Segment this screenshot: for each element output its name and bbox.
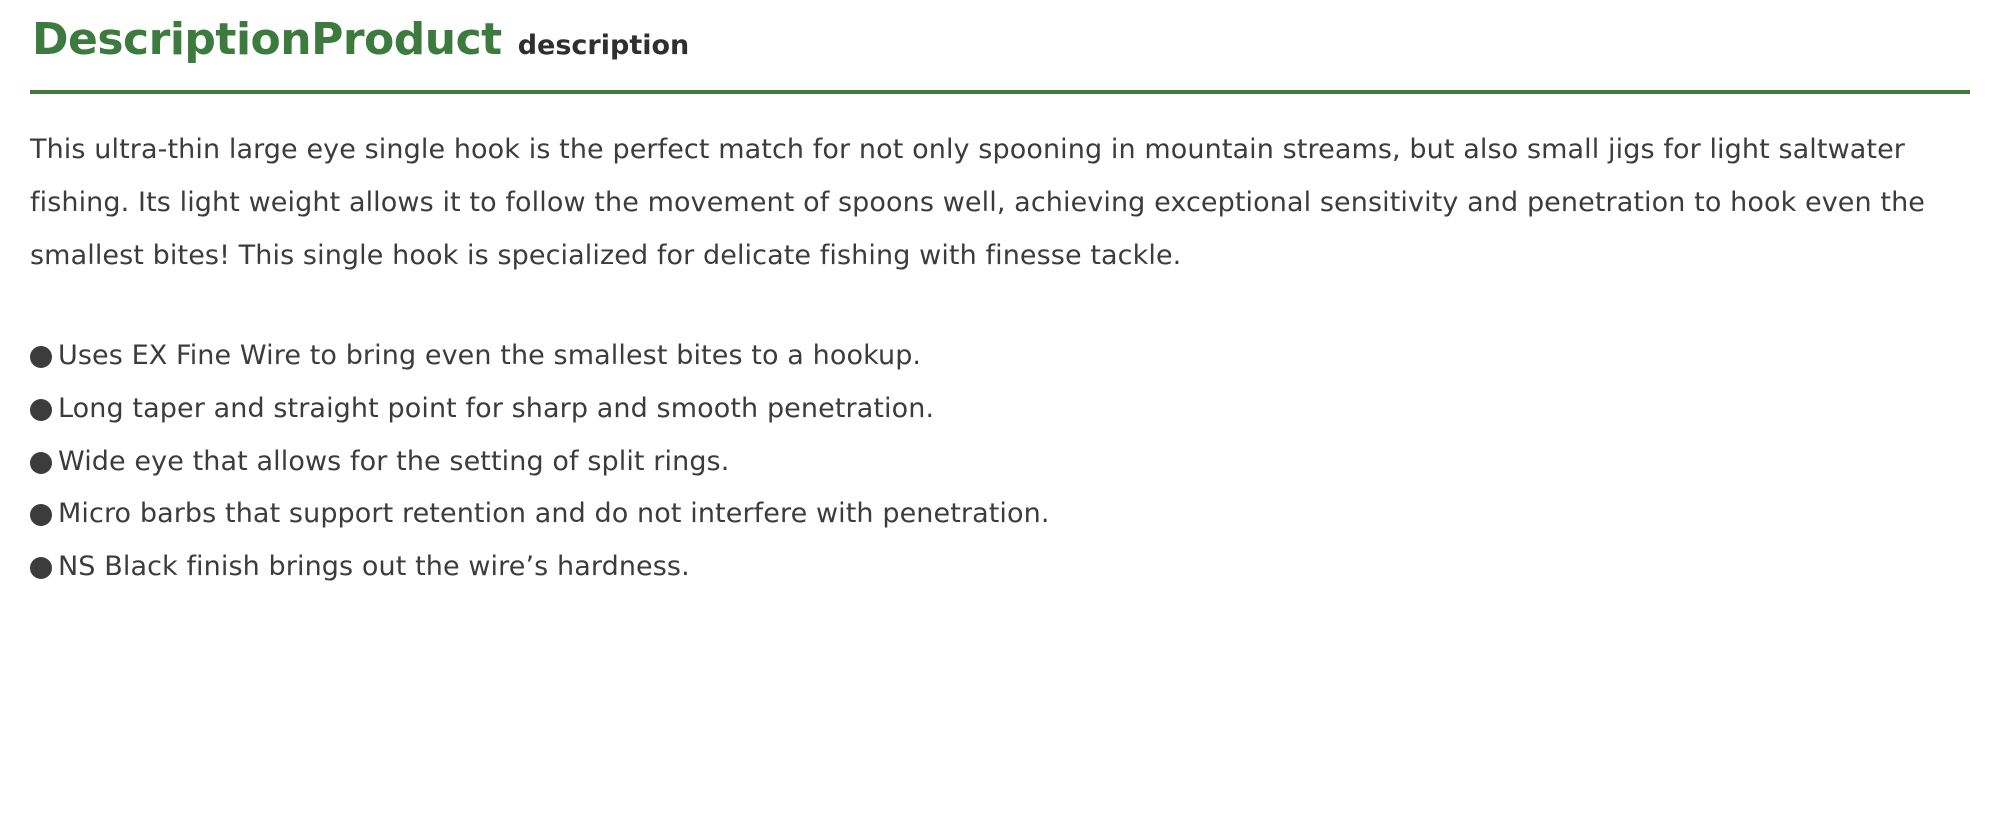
list-item bbox=[30, 330, 1970, 383]
bullet-icon bbox=[30, 504, 52, 526]
list-item bbox=[30, 541, 1970, 594]
feature-text: Micro barbs that support retention and do not interfere with penetration. bbox=[58, 498, 1050, 530]
page-title-sub: description bbox=[517, 30, 690, 61]
list-item bbox=[30, 436, 1970, 489]
feature-text: NS Black finish brings out the wire’s hardness. bbox=[58, 550, 690, 582]
title-divider bbox=[30, 90, 1970, 94]
list-item bbox=[30, 383, 1970, 436]
description-paragraph: This ultra-thin large eye single hook is the perfect match for not only spooning in mountain streams, but also small jigs for light saltwater fishing. Its light weight allows it to follow the movement of spoons well, achieving exceptional sensitivity and penetration to hook even the smallest bites! This single hook is specialized for delicate fishing with finesse tackle. bbox=[30, 134, 1926, 271]
feature-list bbox=[30, 330, 1970, 593]
feature-text: Long taper and straight point for sharp and smooth penetration. bbox=[58, 392, 935, 424]
list-item bbox=[30, 488, 1970, 541]
bullet-icon bbox=[30, 452, 52, 474]
feature-text: Wide eye that allows for the setting of split rings. bbox=[58, 445, 730, 477]
page-title-main: DescriptionProduct bbox=[32, 14, 502, 65]
bullet-icon bbox=[30, 346, 52, 368]
bullet-icon bbox=[30, 557, 52, 579]
page-title bbox=[30, 16, 1970, 64]
bullet-icon bbox=[30, 399, 52, 421]
feature-text: Uses EX Fine Wire to bring even the smallest bites to a hookup. bbox=[58, 340, 922, 372]
